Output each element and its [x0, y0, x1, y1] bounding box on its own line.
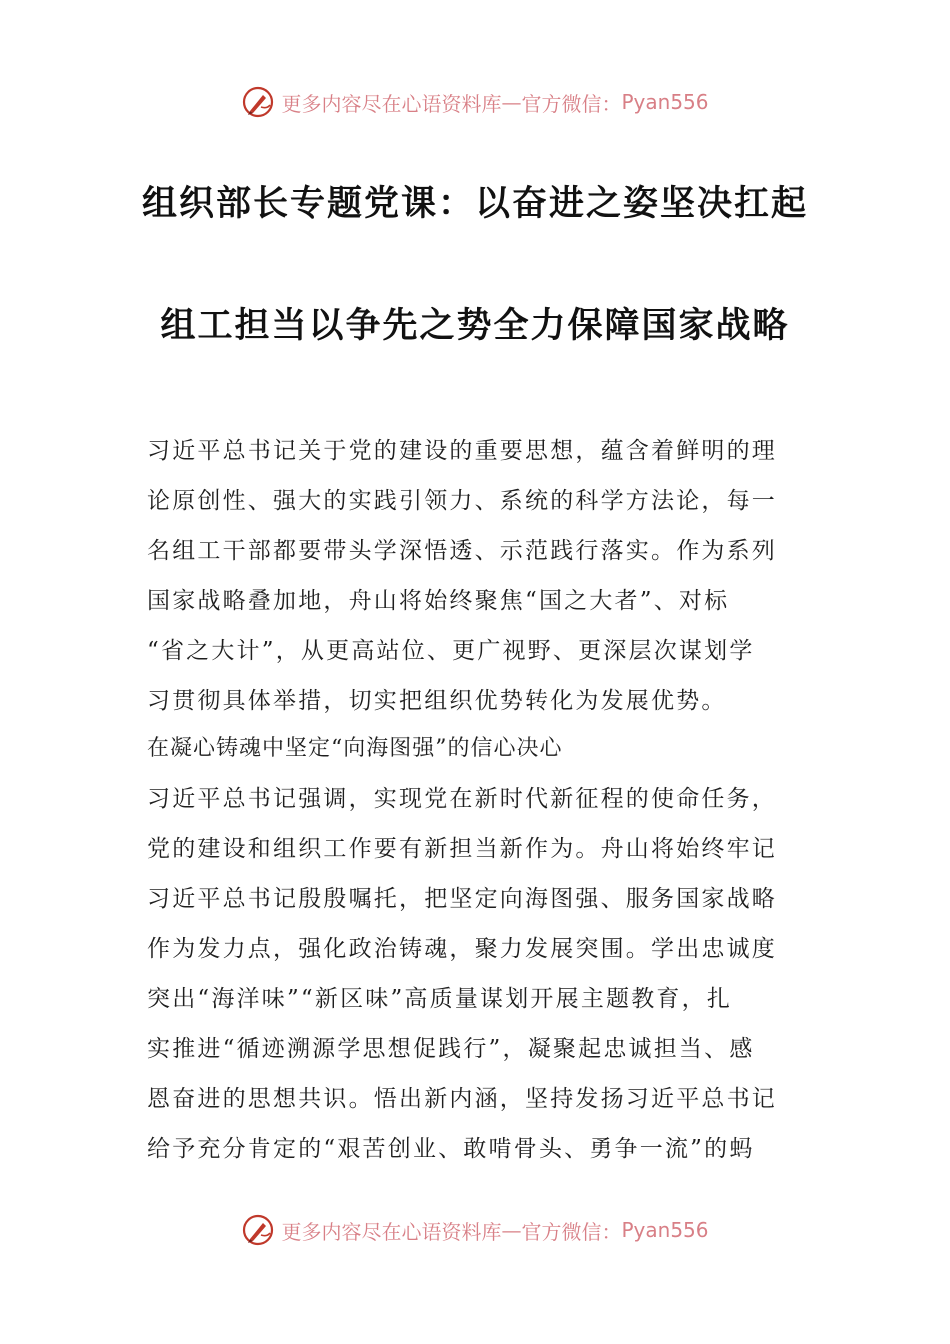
banner-separator: —	[501, 1218, 522, 1242]
document-title-line-2: 组工担当以争先之势全力保障国家战略	[160, 306, 790, 346]
body-line: 党的建设和组织工作要有新担当新作为。舟山将始终牢记	[147, 836, 777, 862]
body-line: 恩奋进的思想共识。悟出新内涵，坚持发扬习近平总书记	[147, 1086, 777, 1112]
body-line: 习近平总书记强调，实现党在新时代新征程的使命任务，	[147, 786, 777, 812]
body-line: 论原创性、强大的实践引领力、系统的科学方法论，每一	[147, 488, 777, 514]
body-line: 习近平总书记殷殷嘱托，把坚定向海图强、服务国家战略	[147, 886, 777, 912]
body-line: 突出“海洋味”“新区味”高质量谋划开展主题教育，扎	[147, 986, 733, 1012]
banner-separator: —	[501, 90, 522, 114]
banner-wechat-id: Pyan556	[621, 1218, 709, 1242]
body-line: 作为发力点，强化政治铸魂，聚力发展突围。学出忠诚度	[147, 936, 777, 962]
body-line: 国家战略叠加地，舟山将始终聚焦“国之大者”、对标	[147, 588, 730, 614]
footer-banner	[0, 1210, 950, 1250]
document-title-line-1: 组织部长专题党课：以奋进之姿坚决扛起	[141, 184, 808, 224]
banner-wechat-id: Pyan556	[621, 90, 709, 114]
header-banner	[0, 82, 950, 122]
banner-wechat-label: 官方微信：	[521, 1219, 622, 1244]
pen-logo-icon	[241, 85, 275, 119]
body-line: 习近平总书记关于党的建设的重要思想，蕴含着鲜明的理	[147, 438, 777, 464]
section-heading: 在凝心铸魂中坚定“向海图强”的信心决心	[147, 736, 563, 761]
pen-logo-icon	[241, 1213, 275, 1247]
body-line: 习贯彻具体举措，切实把组织优势转化为发展优势。	[147, 688, 727, 714]
body-line: 实推进“循迹溯源学思想促践行”，凝聚起忠诚担当、感	[147, 1036, 755, 1062]
banner-wechat-label: 官方微信：	[521, 91, 622, 116]
body-line: “省之大计”，从更高站位、更广视野、更深层次谋划学	[147, 638, 755, 664]
banner-text: 更多内容尽在心语资料库	[281, 91, 502, 116]
body-line: 给予充分肯定的“艰苦创业、敢啃骨头、勇争一流”的蚂	[147, 1136, 755, 1162]
body-line: 名组工干部都要带头学深悟透、示范践行落实。作为系列	[147, 538, 777, 564]
banner-text: 更多内容尽在心语资料库	[281, 1219, 502, 1244]
